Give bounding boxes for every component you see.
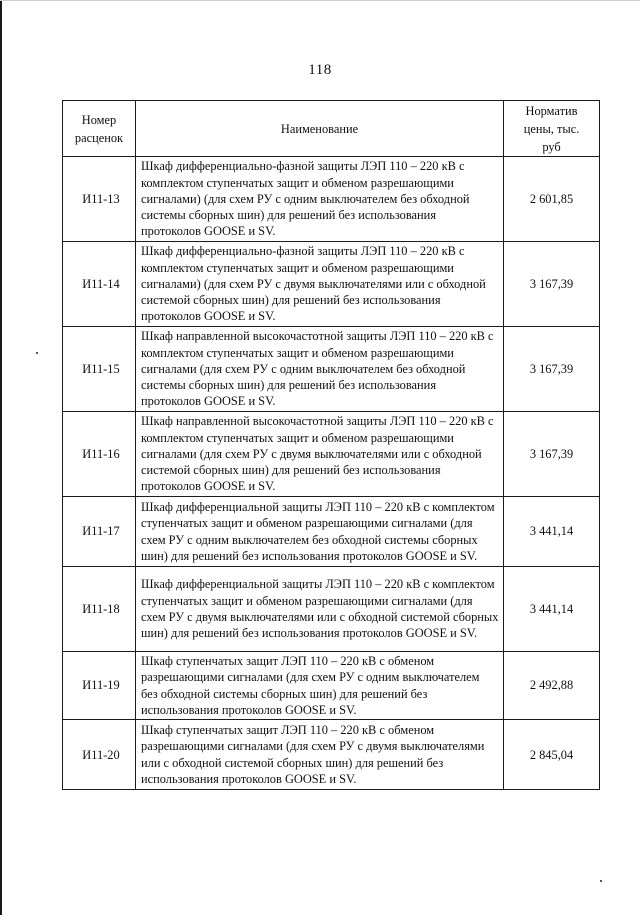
table-row bbox=[63, 412, 600, 497]
row-code: И11-16 bbox=[63, 412, 136, 497]
table-row bbox=[63, 567, 600, 652]
row-name: Шкаф дифференциально-фазной защиты ЛЭП 110 – 220 кВ с комплектом ступенчатых защит и обменом разрешающими сигналами) (для схем РУ с двумя выключателями или с обходной системой сборных шин) для решений без использования протоколов GOOSE и SV. bbox=[136, 242, 504, 327]
table-row bbox=[63, 720, 600, 790]
row-code: И11-13 bbox=[63, 157, 136, 242]
row-price: 3 441,14 bbox=[504, 497, 600, 567]
row-price: 2 845,04 bbox=[504, 720, 600, 790]
row-code: И11-15 bbox=[63, 327, 136, 412]
row-price: 3 441,14 bbox=[504, 567, 600, 652]
scan-edge-top bbox=[0, 0, 640, 1]
scan-edge-left bbox=[0, 0, 2, 915]
table-row bbox=[63, 497, 600, 567]
row-code: И11-20 bbox=[63, 720, 136, 790]
row-price: 2 492,88 bbox=[504, 652, 600, 720]
row-name: Шкаф дифференциальной защиты ЛЭП 110 – 220 кВ с комплектом ступенчатых защит и обменом разрешающими сигналами (для схем РУ с двумя выключателями или с обходной системой сборных шин) для решений без использования протоколов GOOSE и SV. bbox=[136, 567, 504, 652]
row-price: 3 167,39 bbox=[504, 242, 600, 327]
row-name: Шкаф ступенчатых защит ЛЭП 110 – 220 кВ с обменом разрешающими сигналами (для схем РУ с двумя выключателями или с обходной системой сборных шин) для решений без использования протоколов GOOSE и SV. bbox=[136, 720, 504, 790]
row-price: 2 601,85 bbox=[504, 157, 600, 242]
header-code: Номер расценок bbox=[63, 101, 136, 157]
scan-speck bbox=[600, 880, 602, 882]
header-name: Наименование bbox=[136, 101, 504, 157]
table-row bbox=[63, 652, 600, 720]
table-row bbox=[63, 327, 600, 412]
row-price: 3 167,39 bbox=[504, 327, 600, 412]
row-name: Шкаф направленной высокочастотной защиты ЛЭП 110 – 220 кВ с комплектом ступенчатых защит и обменом разрешающими сигналами (для схем РУ с двумя выключателями или с обходной системой сборных шин) для решений без использования протоколов GOOSE и SV. bbox=[136, 412, 504, 497]
table-header-row bbox=[63, 101, 600, 157]
row-code: И11-14 bbox=[63, 242, 136, 327]
row-name: Шкаф направленной высокочастотной защиты ЛЭП 110 – 220 кВ с комплектом ступенчатых защит и обменом разрешающими сигналами (для схем РУ с одним выключателем без обходной системы сборных шин) для решений без использования протоколов GOOSE и SV. bbox=[136, 327, 504, 412]
table-row bbox=[63, 157, 600, 242]
row-code: И11-17 bbox=[63, 497, 136, 567]
row-code: И11-18 bbox=[63, 567, 136, 652]
scan-speck bbox=[36, 352, 38, 354]
row-name: Шкаф дифференциально-фазной защиты ЛЭП 110 – 220 кВ с комплектом ступенчатых защит и обменом разрешающими сигналами) (для схем РУ с одним выключателем без обходной системы сборных шин) для решений без использования протоколов GOOSE и SV. bbox=[136, 157, 504, 242]
row-name: Шкаф дифференциальной защиты ЛЭП 110 – 220 кВ с комплектом ступенчатых защит и обменом разрешающими сигналами (для схем РУ с одним выключателем без обходной системы сборных шин) для решений без использования протоколов GOOSE и SV. bbox=[136, 497, 504, 567]
price-table bbox=[62, 100, 600, 790]
table-row bbox=[63, 242, 600, 327]
row-name: Шкаф ступенчатых защит ЛЭП 110 – 220 кВ с обменом разрешающими сигналами (для схем РУ с одним выключателем без обходной системы сборных шин) для решений без использования протоколов GOOSE и SV. bbox=[136, 652, 504, 720]
row-price: 3 167,39 bbox=[504, 412, 600, 497]
page-number: 118 bbox=[308, 62, 332, 78]
header-price: Норматив цены, тыс. руб bbox=[504, 101, 600, 157]
row-code: И11-19 bbox=[63, 652, 136, 720]
